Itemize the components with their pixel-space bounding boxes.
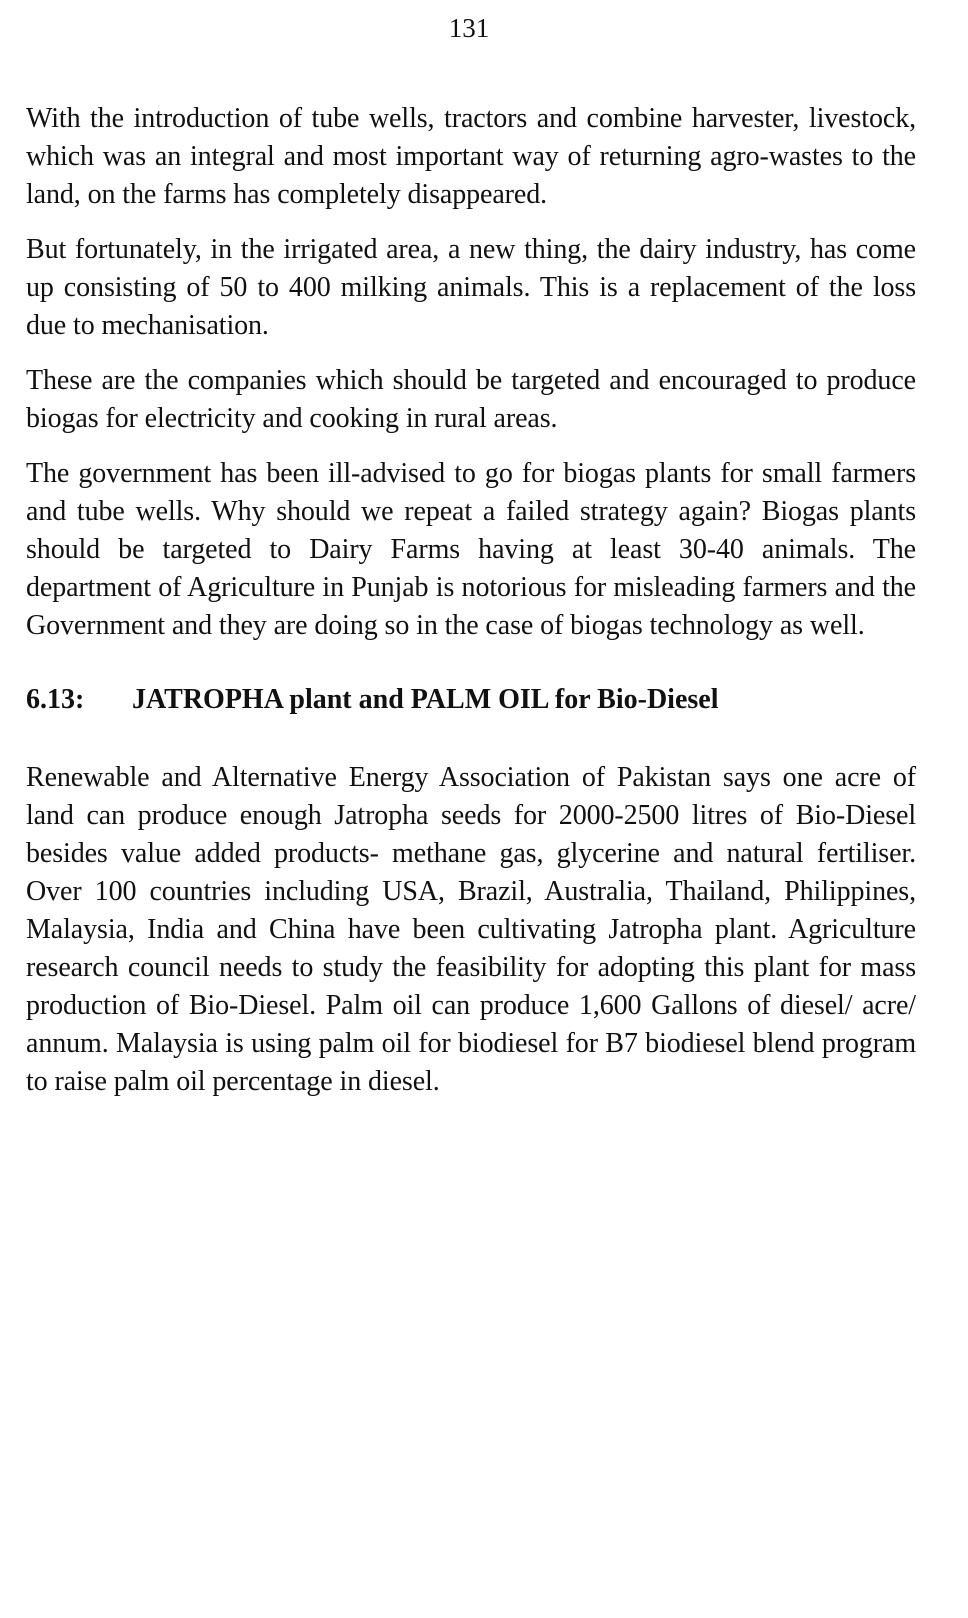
section-title: JATROPHA plant and PALM OIL for Bio-Diesel <box>132 684 719 715</box>
page-number: 131 <box>448 13 490 43</box>
section-heading <box>26 681 916 719</box>
paragraph-jatropha: Renewable and Alternative Energy Association of Pakistan says one acre of land can produce enough Jatropha seeds for 2000-2500 litres of Bio-Diesel besides value added products- methane gas, glycerine and natural fertiliser. Over 100 countries including USA, Brazil, Australia, Thailand, Philippines, Malaysia, India and China have been cultivating Jatropha plant. Agriculture research council needs to study the feasibility for adopting this plant for mass production of Bio-Diesel. Palm oil can produce 1,600 Gallons of diesel/ acre/ annum. Malaysia is using palm oil for biodiesel for B7 biodiesel blend program to raise palm oil percentage in diesel. <box>26 762 916 1097</box>
paragraph-introduction: With the introduction of tube wells, tractors and combine harvester, livestock, which was an integral and most important way of returning agro-wastes to the land, on the farms has completely disappeared. <box>26 103 916 210</box>
paragraph-dairy-industry: But fortunately, in the irrigated area, a new thing, the dairy industry, has come up consisting of 50 to 400 milking animals. This is a replacement of the loss due to mechanisation. <box>26 234 916 341</box>
page-body <box>26 100 916 1118</box>
section-number: 6.13: <box>26 684 85 715</box>
paragraph-companies: These are the companies which should be targeted and encouraged to produce biogas for electricity and cooking in rural areas. <box>26 365 916 434</box>
paragraph-government: The government has been ill-advised to go for biogas plants for small farmers and tube wells. Why should we repeat a failed strategy again? Biogas plants should be targeted to Dairy Farms having at least 30-40 animals. The department of Agriculture in Punjab is notorious for misleading farmers and the Government and they are doing so in the case of biogas technology as well. <box>26 458 916 641</box>
